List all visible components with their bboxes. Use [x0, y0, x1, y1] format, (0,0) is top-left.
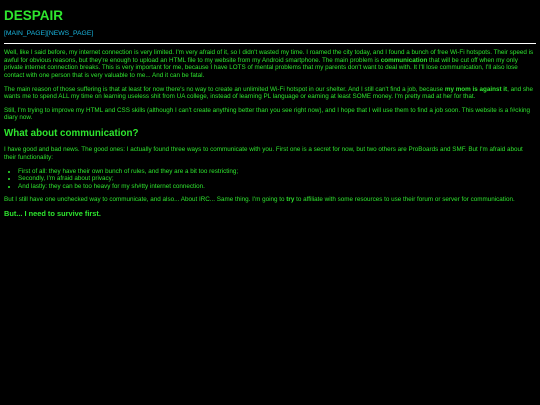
paragraph-irc-text-a: But I still have one unchecked way to communicate, and also... About IRC... Same thing. I'm going to: [4, 196, 287, 204]
paragraph-skills: Still, I'm trying to improve my HTML and CSS skills (although I can't create anything better than you see right now), and I hope that I will use them to find a job soon. This website is a f#cking diary now.: [4, 106, 531, 122]
paragraph-intro-text-a: Well, like I said before, my internet connection is very limited. I'm very afraid of it, so I didn't wasted my time. I roamed the city today, and I found a bunch of free Wi-Fi hotspots. Their speed is awful for obvious reasons, but they're enough to upload an HTML file to my website from my Android smartphone. The main problem is: [4, 49, 534, 64]
paragraph-news: I have good and bad news. The good ones: I actually found three ways to communicate with you. First one is a secret for now, but two others are ProBoards and SMF. But I'm afraid about their functionality:: [4, 146, 523, 162]
paragraph-intro-bold: communication: [380, 56, 428, 64]
paragraph-intro: [4, 49, 536, 79]
paragraph-reason-text-a: The main reason of those suffering is that at least for now there's no way to create an unlimited Wi-Fi hotspot in our shelter. And I still can't find a job, because: [4, 85, 445, 93]
nav-link-main-page[interactable]: [MAIN_PAGE]: [4, 30, 47, 38]
list-item: • Secondly, I'm afraid about privacy;: [18, 175, 536, 183]
site-title: DESPAIR: [4, 8, 64, 23]
divider: [4, 43, 536, 44]
closing-heading: But... I need to survive first.: [4, 208, 101, 218]
paragraph-reason-text-b: , and she wants me to spend ALL my time on learning useless shit from UA college, instead of learning PL language or earning at least SOME money. I'm pretty mad at her for that.: [4, 85, 534, 101]
paragraph-irc-text-b: to affiliate with some resources to use their forum or server for communication.: [294, 196, 515, 204]
concerns-list: [4, 168, 536, 191]
paragraph-irc-bold: try: [286, 196, 295, 204]
paragraph-reason: [4, 86, 536, 101]
list-item: • And lastly: they can be too heavy for my sh#tty internet connection.: [18, 183, 536, 191]
nav-bar: [4, 30, 536, 38]
list-item: • First of all: they have their own bunch of rules, and they are a bit too restricting;: [18, 168, 536, 176]
section-heading-communication: What about communication?: [4, 127, 139, 139]
nav-link-news-page[interactable]: [NEWS_PAGE]: [46, 30, 94, 38]
paragraph-irc: [4, 196, 536, 204]
paragraph-reason-bold: my mom is against it: [444, 85, 508, 93]
paragraph-intro-text-b: that will be cut off when my only private internet connection breaks. This is very important for me, because I have LOTS of mental problems that my parents don't want to deal with. It I'll lose communication, I'll also lose contact with one person that is very valuable to me... And it can be fatal.: [4, 56, 518, 79]
